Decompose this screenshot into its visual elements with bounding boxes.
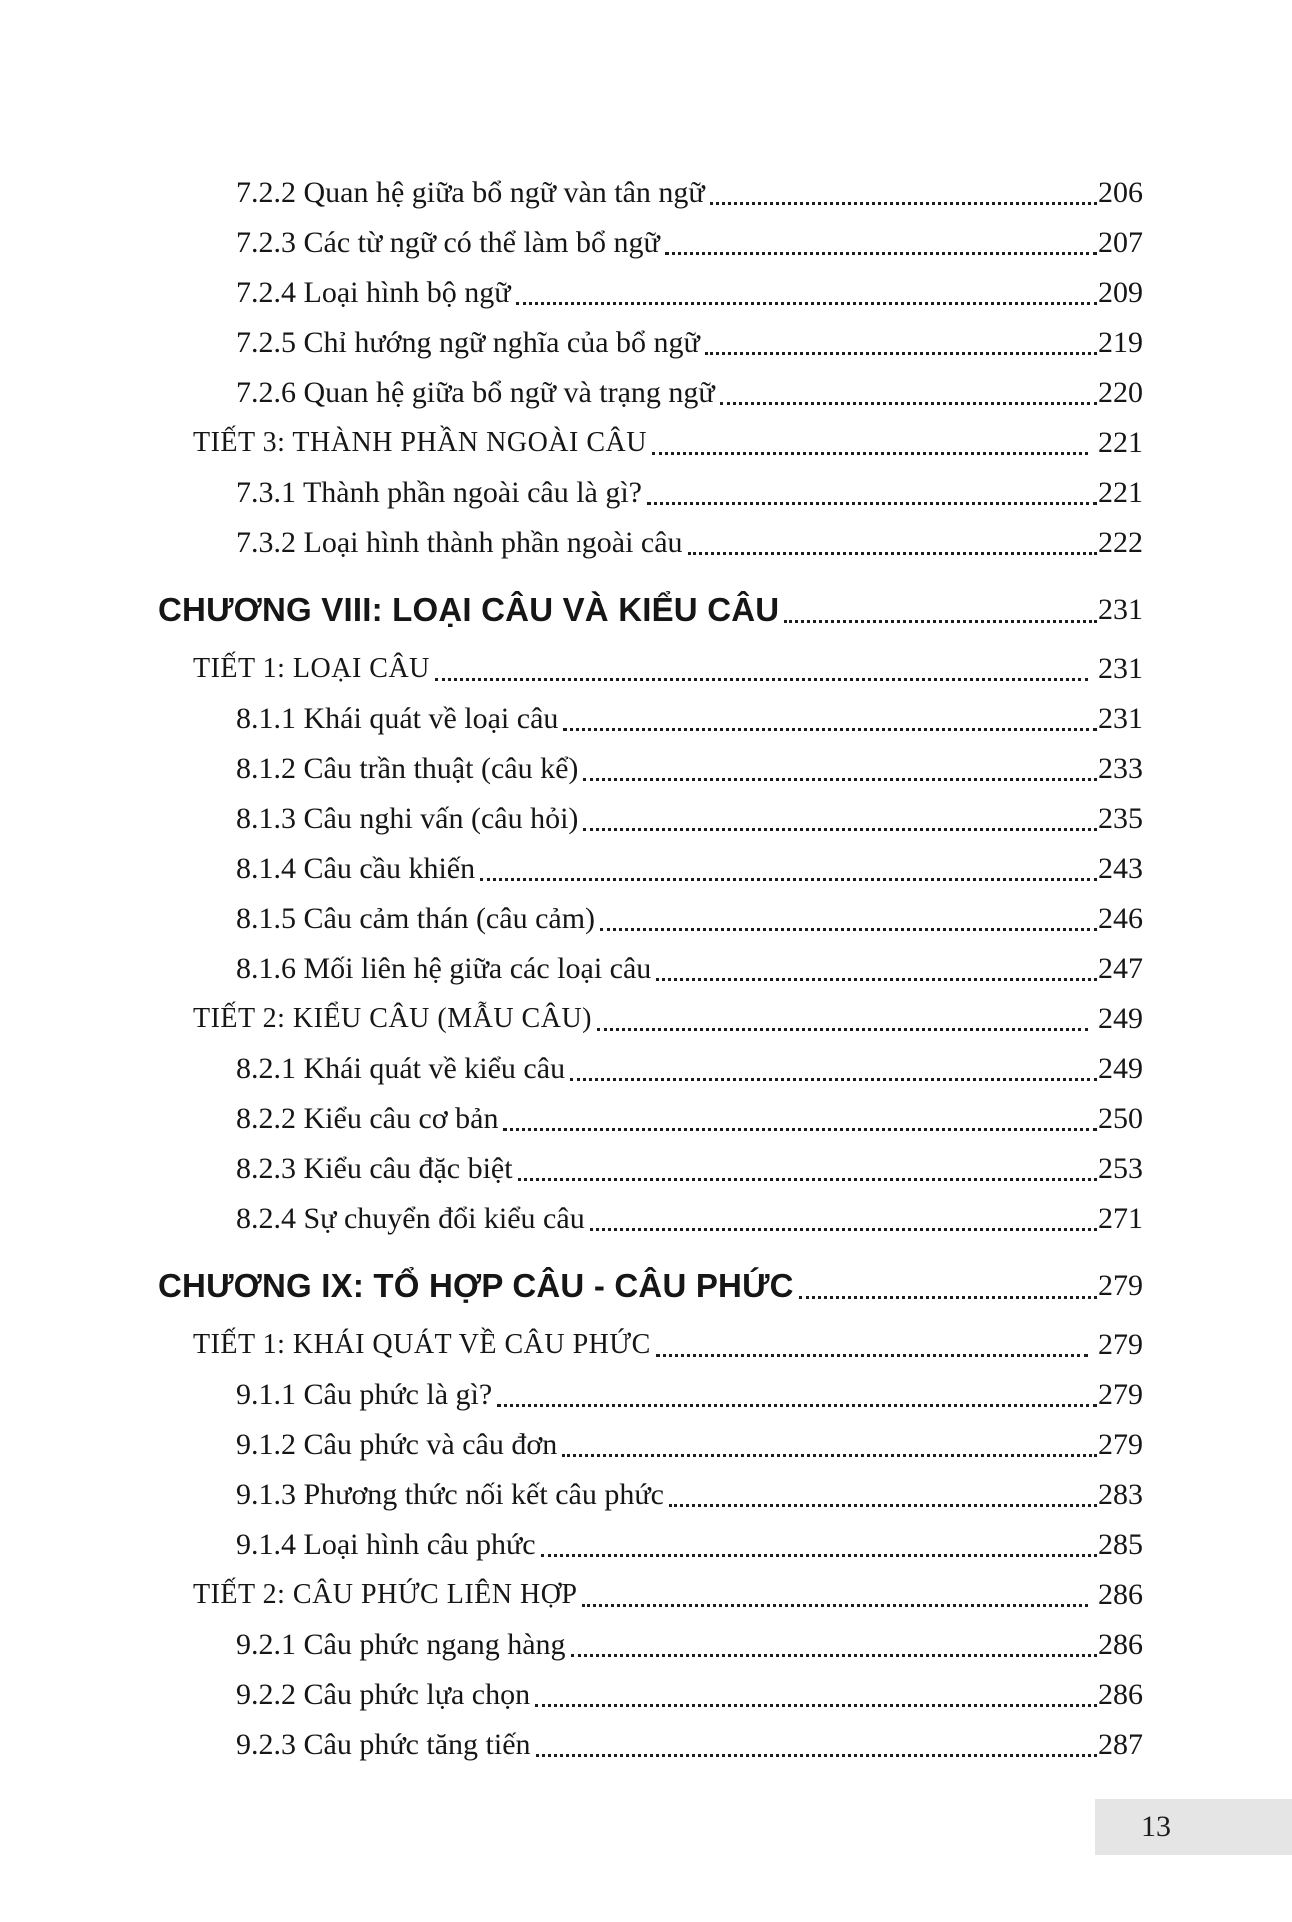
toc-entry-label: 9.1.4 Loại hình câu phức [236,1528,536,1561]
dotted-leader [583,828,1097,831]
toc-entry [158,1194,1143,1244]
dotted-leader [541,1554,1097,1557]
toc-entry-label: 7.2.3 Các từ ngữ có thể làm bổ ngữ [236,226,660,259]
toc-entry [158,1520,1143,1570]
toc-entry [158,1670,1143,1720]
toc-entry [158,844,1143,894]
dotted-leader [784,620,1097,623]
toc-entry-page: 206 [1098,176,1143,209]
dotted-leader [563,728,1097,731]
toc-chapter-entry [158,582,1143,638]
toc-entry-label: TIẾT 2: CÂU PHỨC LIÊN HỢP [193,1579,578,1610]
page-number: 13 [1141,1810,1171,1843]
toc-entry-label: 8.2.3 Kiểu câu đặc biệt [236,1152,513,1185]
toc-entry-page: 283 [1098,1478,1143,1511]
toc-entry [158,944,1143,994]
dotted-leader [583,778,1097,781]
dotted-leader [688,552,1097,555]
dotted-leader [562,1454,1097,1457]
toc-entry [158,1094,1143,1144]
toc-entry [158,1620,1143,1670]
toc-entry-label: 7.2.5 Chỉ hướng ngữ nghĩa của bổ ngữ [236,326,700,359]
toc-entry-label: 8.1.4 Câu cầu khiến [236,852,476,885]
toc-entry [158,218,1143,268]
toc-entry-page: 231 [1098,593,1143,626]
toc-entry-page: 220 [1098,376,1143,409]
toc-entry [158,268,1143,318]
table-of-contents [158,168,1143,1770]
dotted-leader [503,1128,1097,1131]
toc-entry-page: 222 [1098,526,1143,559]
dotted-leader [535,1704,1097,1707]
toc-section-entry [158,994,1143,1044]
toc-entry [158,1144,1143,1194]
toc-entry-label: TIẾT 1: LOẠI CÂU [193,653,430,684]
toc-entry-page: 231 [1098,652,1143,685]
toc-entry-label: 9.2.3 Câu phức tăng tiến [236,1728,531,1761]
toc-entry-label: 7.3.1 Thành phần ngoài câu là gì? [236,476,642,509]
toc-entry-label: 7.2.6 Quan hệ giữa bổ ngữ và trạng ngữ [236,376,715,409]
toc-section-entry [158,1320,1143,1370]
toc-entry-page: 221 [1098,476,1143,509]
toc-entry-label: 8.1.1 Khái quát về loại câu [236,702,559,735]
toc-entry-label: TIẾT 1: KHÁI QUÁT VỀ CÂU PHỨC [193,1329,651,1360]
toc-entry [158,318,1143,368]
toc-entry-label: 8.1.6 Mối liên hệ giữa các loại câu [236,952,652,985]
toc-entry [158,794,1143,844]
dotted-leader [600,928,1097,931]
toc-entry-label: 9.2.2 Câu phức lựa chọn [236,1678,531,1711]
dotted-leader [652,452,1088,455]
toc-entry-page: 285 [1098,1528,1143,1561]
toc-entry-page: 249 [1098,1052,1143,1085]
toc-section-entry [158,1570,1143,1620]
toc-entry-label: 8.1.2 Câu trần thuật (câu kể) [236,752,579,785]
toc-entry [158,1420,1143,1470]
dotted-leader [597,1028,1088,1031]
dotted-leader [497,1404,1097,1407]
dotted-leader [799,1296,1097,1299]
toc-entry-label: 7.3.2 Loại hình thành phần ngoài câu [236,526,683,559]
toc-entry-label: 9.1.2 Câu phức và câu đơn [236,1428,558,1461]
toc-entry [158,1720,1143,1770]
toc-entry-label: 8.1.5 Câu cảm thán (câu cảm) [236,902,596,935]
dotted-leader [518,1178,1097,1181]
toc-entry-page: 247 [1098,952,1143,985]
toc-entry-page: 250 [1098,1102,1143,1135]
toc-entry-page: 219 [1098,326,1143,359]
toc-entry [158,518,1143,568]
dotted-leader [656,978,1097,981]
toc-entry-label: 9.2.1 Câu phức ngang hàng [236,1628,566,1661]
toc-entry-page: 286 [1098,1678,1143,1711]
toc-entry-page: 253 [1098,1152,1143,1185]
toc-entry [158,368,1143,418]
toc-entry-label: 8.2.2 Kiểu câu cơ bản [236,1102,499,1135]
dotted-leader [516,302,1097,305]
toc-entry-label: 7.2.4 Loại hình bộ ngữ [236,276,511,309]
toc-entry-page: 231 [1098,702,1143,735]
toc-entry [158,1470,1143,1520]
toc-entry-page: 279 [1098,1378,1143,1411]
toc-section-entry [158,418,1143,468]
dotted-leader [710,202,1097,205]
toc-entry-page: 233 [1098,752,1143,785]
toc-entry-page: 221 [1098,426,1143,459]
dotted-leader [480,878,1097,881]
toc-entry-label: 8.2.1 Khái quát về kiểu câu [236,1052,566,1085]
toc-entry [158,468,1143,518]
toc-entry-label: 9.1.1 Câu phức là gì? [236,1378,493,1411]
dotted-leader [720,402,1097,405]
dotted-leader [705,352,1097,355]
toc-entry-page: 279 [1098,1328,1143,1361]
toc-chapter-entry [158,1258,1143,1314]
dotted-leader [590,1228,1097,1231]
toc-entry-page: 286 [1098,1628,1143,1661]
toc-entry [158,894,1143,944]
toc-entry-label: 9.1.3 Phương thức nối kết câu phức [236,1478,664,1511]
toc-entry [158,1044,1143,1094]
toc-entry-label: CHƯƠNG VIII: LOẠI CÂU VÀ KIỂU CÂU [158,591,780,628]
toc-section-entry [158,644,1143,694]
dotted-leader [656,1354,1088,1357]
toc-entry-page: 286 [1098,1578,1143,1611]
dotted-leader [571,1654,1097,1657]
toc-entry-page: 207 [1098,226,1143,259]
toc-entry-page: 271 [1098,1202,1143,1235]
toc-entry-page: 279 [1098,1269,1143,1302]
toc-entry-label: TIẾT 2: KIỂU CÂU (MẪU CÂU) [193,1003,592,1034]
toc-entry [158,744,1143,794]
toc-entry-label: 7.2.2 Quan hệ giữa bổ ngữ vàn tân ngữ [236,176,705,209]
toc-entry [158,1370,1143,1420]
toc-entry-page: 287 [1098,1728,1143,1761]
toc-entry [158,168,1143,218]
dotted-leader [570,1078,1097,1081]
dotted-leader [582,1604,1088,1607]
toc-entry-label: TIẾT 3: THÀNH PHẦN NGOÀI CÂU [193,427,647,458]
toc-entry [158,694,1143,744]
dotted-leader [435,678,1088,681]
toc-entry-page: 246 [1098,902,1143,935]
toc-entry-label: 8.1.3 Câu nghi vấn (câu hỏi) [236,802,579,835]
dotted-leader [665,252,1097,255]
toc-entry-page: 279 [1098,1428,1143,1461]
toc-entry-label: CHƯƠNG IX: TỔ HỢP CÂU - CÂU PHỨC [158,1267,794,1304]
toc-entry-page: 249 [1098,1002,1143,1035]
dotted-leader [647,502,1097,505]
dotted-leader [536,1754,1097,1757]
toc-entry-page: 243 [1098,852,1143,885]
toc-entry-label: 8.2.4 Sự chuyển đổi kiểu câu [236,1202,585,1235]
toc-entry-page: 235 [1098,802,1143,835]
dotted-leader [669,1504,1097,1507]
page-number-box [1095,1799,1292,1855]
toc-entry-page: 209 [1098,276,1143,309]
